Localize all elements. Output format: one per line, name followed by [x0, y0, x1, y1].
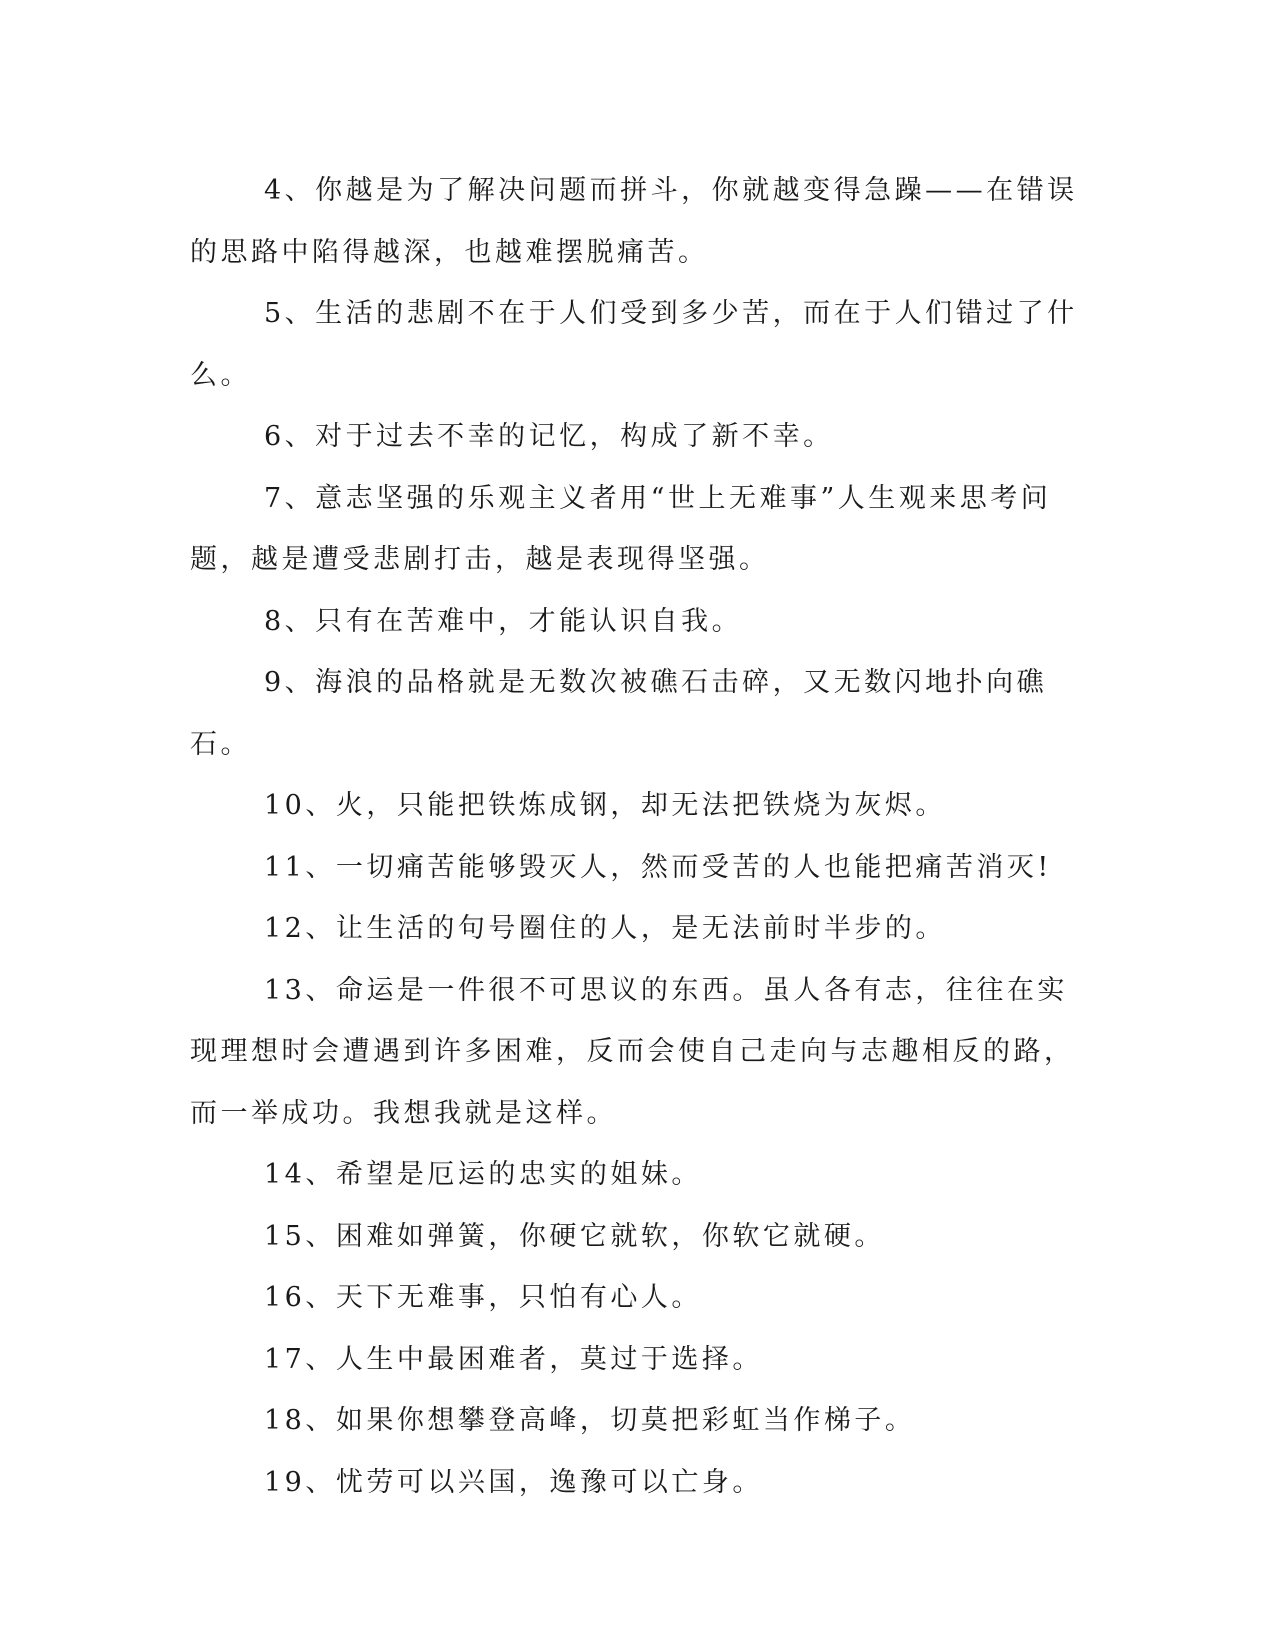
quote-paragraph-12: 12、让生活的句号圈住的人，是无法前时半步的。 — [264, 913, 946, 944]
quote-paragraph-17: 17、人生中最困难者，莫过于选择。 — [264, 1343, 763, 1375]
quote-paragraph-13: 13、命运是一件很不可思议的东西。虽人各有志，往往在实现理想时会遭遇到许多困难，反而会使自己走向与志趣相反的路，而一举成功。我想我就是这样。 — [190, 974, 1075, 1129]
document-body — [190, 160, 1085, 1513]
quote-paragraph-8: 8、只有在苦难中，才能认识自我。 — [264, 605, 743, 637]
quote-paragraph-4: 4、你越是为了解决问题而拼斗，你就越变得急躁——在错误的思路中陷得越深，也越难摆脱痛苦。 — [190, 175, 1078, 268]
quote-paragraph-18: 18、如果你想攀登高峰，切莫把彩虹当作梯子。 — [264, 1405, 916, 1436]
quote-paragraph-15: 15、困难如弹簧，你硬它就软，你软它就硬。 — [264, 1220, 885, 1252]
quote-paragraph-16: 16、天下无难事，只怕有心人。 — [264, 1282, 702, 1313]
quote-paragraph-5: 5、生活的悲剧不在于人们受到多少苦，而在于人们错过了什么。 — [190, 298, 1078, 391]
quote-paragraph-7: 7、意志坚强的乐观主义者用“世上无难事”人生观来思考问题，越是遭受悲剧打击，越是表现得坚强。 — [190, 482, 1052, 575]
quote-paragraph-10: 10、火，只能把铁炼成钢，却无法把铁烧为灰烬。 — [264, 790, 946, 821]
quote-paragraph-9: 9、海浪的品格就是无数次被礁石击碎，又无数闪地扑向礁石。 — [190, 667, 1048, 760]
quote-paragraph-6: 6、对于过去不幸的记忆，构成了新不幸。 — [264, 421, 834, 452]
quote-paragraph-11: 11、一切痛苦能够毁灭人，然而受苦的人也能把痛苦消灭! — [264, 851, 1052, 883]
quote-paragraph-19: 19、忧劳可以兴国，逸豫可以亡身。 — [264, 1466, 763, 1498]
quote-paragraph-14: 14、希望是厄运的忠实的姐妹。 — [264, 1159, 702, 1190]
